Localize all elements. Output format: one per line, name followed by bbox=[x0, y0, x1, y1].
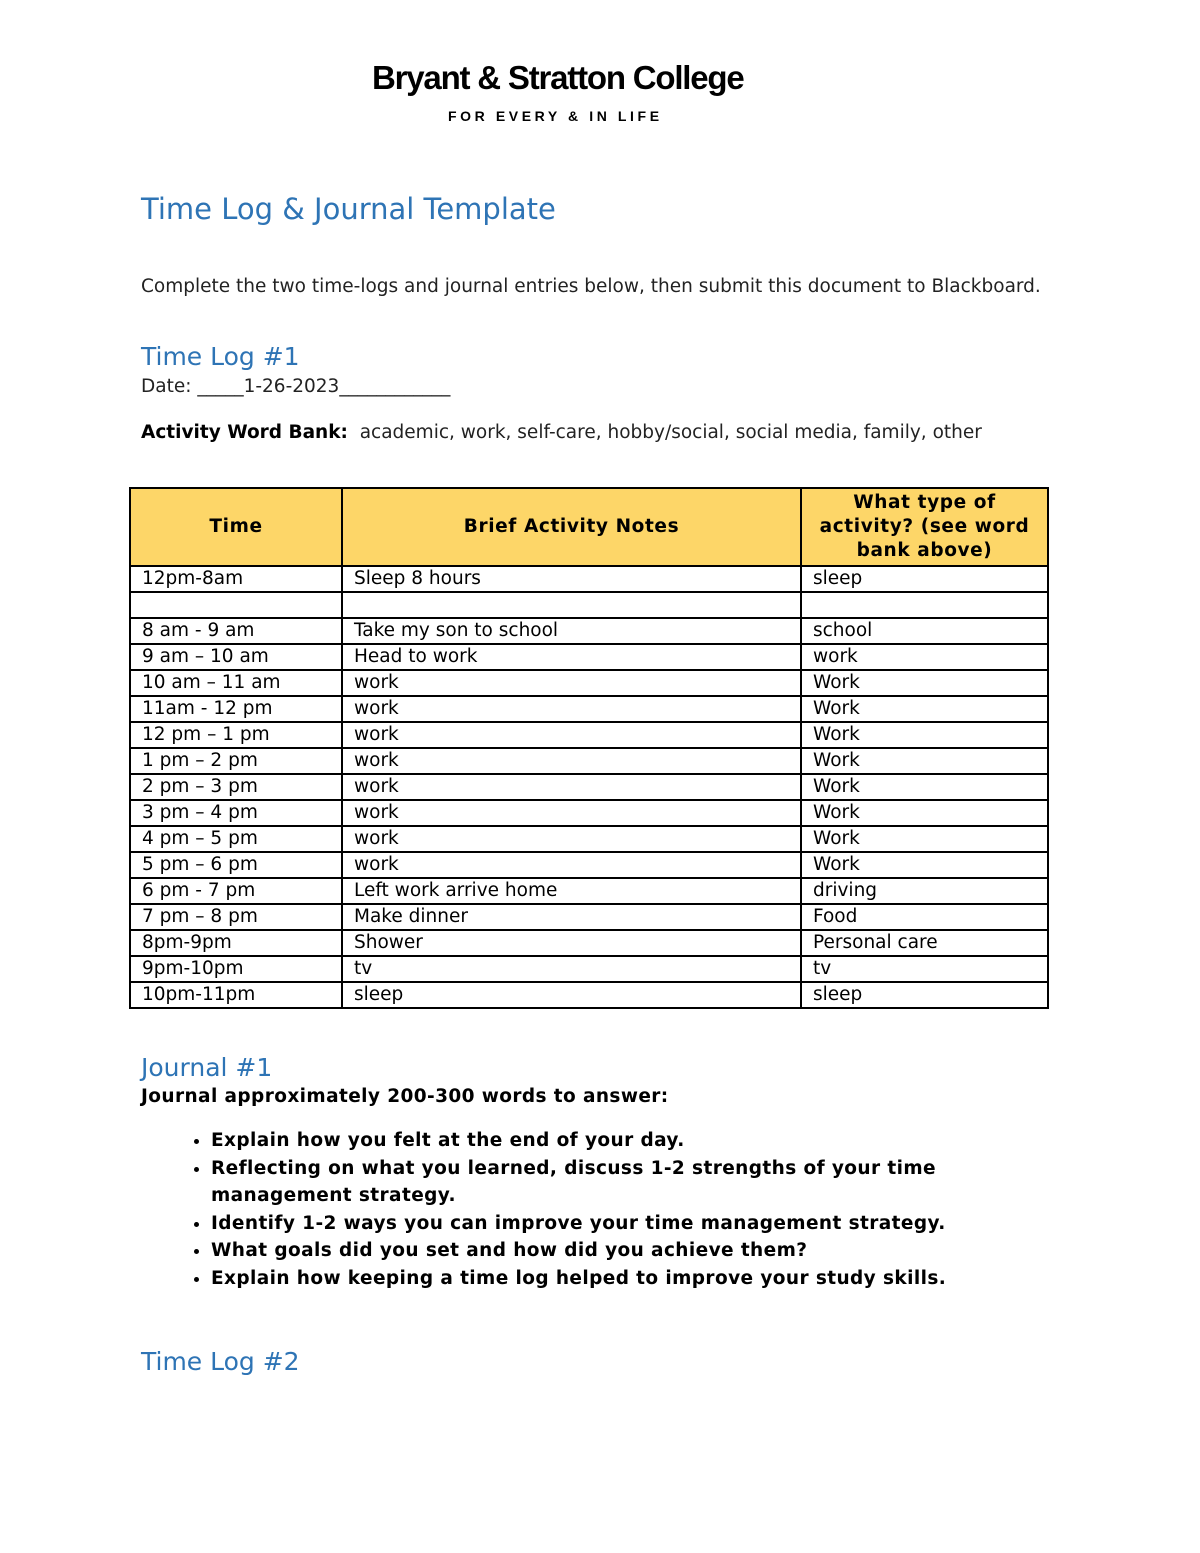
cell-notes: Head to work bbox=[342, 644, 801, 670]
word-bank bbox=[141, 419, 1071, 446]
table-row bbox=[130, 904, 1048, 930]
table-row bbox=[130, 774, 1048, 800]
table-row bbox=[130, 930, 1048, 956]
cell-time: 8pm-9pm bbox=[130, 930, 342, 956]
cell-activity-type: sleep bbox=[801, 566, 1048, 592]
cell-time: 9 am – 10 am bbox=[130, 644, 342, 670]
table-row bbox=[130, 670, 1048, 696]
table-row bbox=[130, 618, 1048, 644]
table-row bbox=[130, 956, 1048, 982]
journal-instructions: Journal approximately 200-300 words to answer: bbox=[141, 1086, 669, 1107]
cell-notes: work bbox=[342, 670, 801, 696]
table-row bbox=[130, 878, 1048, 904]
cell-activity-type: driving bbox=[801, 878, 1048, 904]
table-row bbox=[130, 826, 1048, 852]
cell-activity-type: work bbox=[801, 644, 1048, 670]
cell-activity-type: Work bbox=[801, 696, 1048, 722]
cell-notes: tv bbox=[342, 956, 801, 982]
cell-notes: Shower bbox=[342, 930, 801, 956]
column-header-notes: Brief Activity Notes bbox=[342, 488, 801, 566]
college-logo bbox=[372, 58, 792, 124]
column-header-time: Time bbox=[130, 488, 342, 566]
cell-notes: Make dinner bbox=[342, 904, 801, 930]
column-header-activity-type: What type of activity? (see word bank above) bbox=[801, 488, 1048, 566]
intro-text: Complete the two time-logs and journal entries below, then submit this document to Blackboard. bbox=[141, 276, 1041, 297]
cell-activity-type: school bbox=[801, 618, 1048, 644]
cell-notes: work bbox=[342, 774, 801, 800]
cell-time: 8 am - 9 am bbox=[130, 618, 342, 644]
journal-1-heading: Journal #1 bbox=[141, 1053, 273, 1082]
table-row bbox=[130, 592, 1048, 618]
cell-notes: work bbox=[342, 748, 801, 774]
cell-activity-type: Work bbox=[801, 722, 1048, 748]
table-row bbox=[130, 852, 1048, 878]
cell-notes: work bbox=[342, 696, 801, 722]
cell-activity-type bbox=[801, 592, 1048, 618]
cell-time: 12 pm – 1 pm bbox=[130, 722, 342, 748]
cell-notes: Take my son to school bbox=[342, 618, 801, 644]
cell-activity-type: Work bbox=[801, 774, 1048, 800]
cell-activity-type: Work bbox=[801, 800, 1048, 826]
cell-notes: work bbox=[342, 852, 801, 878]
cell-time: 9pm-10pm bbox=[130, 956, 342, 982]
list-item: • What goals did you set and how did you achieve them? bbox=[211, 1237, 1071, 1265]
table-row bbox=[130, 748, 1048, 774]
cell-activity-type: Work bbox=[801, 826, 1048, 852]
cell-time bbox=[130, 592, 342, 618]
cell-time: 4 pm – 5 pm bbox=[130, 826, 342, 852]
list-item: • Reflecting on what you learned, discuss 1-2 strengths of your time management strategy. bbox=[211, 1155, 1071, 1210]
cell-activity-type: Work bbox=[801, 748, 1048, 774]
table-row bbox=[130, 644, 1048, 670]
table-row bbox=[130, 982, 1048, 1008]
page-title: Time Log & Journal Template bbox=[141, 192, 556, 226]
cell-time: 2 pm – 3 pm bbox=[130, 774, 342, 800]
cell-activity-type: sleep bbox=[801, 982, 1048, 1008]
table-row bbox=[130, 722, 1048, 748]
cell-notes: work bbox=[342, 722, 801, 748]
cell-time: 7 pm – 8 pm bbox=[130, 904, 342, 930]
cell-notes: Left work arrive home bbox=[342, 878, 801, 904]
list-item: • Explain how keeping a time log helped to improve your study skills. bbox=[211, 1265, 1071, 1293]
cell-time: 11am - 12 pm bbox=[130, 696, 342, 722]
cell-time: 10 am – 11 am bbox=[130, 670, 342, 696]
cell-activity-type: tv bbox=[801, 956, 1048, 982]
time-log-2-heading: Time Log #2 bbox=[141, 1347, 300, 1376]
logo-tagline: FOR EVERY & IN LIFE bbox=[448, 108, 663, 124]
cell-activity-type: Food bbox=[801, 904, 1048, 930]
cell-time: 3 pm – 4 pm bbox=[130, 800, 342, 826]
cell-time: 12pm-8am bbox=[130, 566, 342, 592]
time-log-1-heading: Time Log #1 bbox=[141, 342, 300, 371]
cell-activity-type: Work bbox=[801, 852, 1048, 878]
cell-notes: work bbox=[342, 800, 801, 826]
logo-name: Bryant & Stratton College bbox=[372, 59, 744, 96]
date-line: Date: _____1-26-2023____________ bbox=[141, 376, 451, 397]
word-bank-text: academic, work, self-care, hobby/social, social media, family, other bbox=[359, 422, 982, 443]
cell-time: 1 pm – 2 pm bbox=[130, 748, 342, 774]
cell-time: 10pm-11pm bbox=[130, 982, 342, 1008]
cell-activity-type: Personal care bbox=[801, 930, 1048, 956]
word-bank-label: Activity Word Bank: bbox=[141, 422, 348, 443]
time-log-table bbox=[129, 487, 1049, 1009]
table-row bbox=[130, 566, 1048, 592]
cell-activity-type: Work bbox=[801, 670, 1048, 696]
list-item: • Explain how you felt at the end of your day. bbox=[211, 1127, 1071, 1155]
list-item: • Identify 1-2 ways you can improve your time management strategy. bbox=[211, 1210, 1071, 1238]
time-log-body bbox=[130, 566, 1048, 1008]
table-row bbox=[130, 696, 1048, 722]
journal-prompts bbox=[141, 1127, 1071, 1292]
cell-notes: work bbox=[342, 826, 801, 852]
cell-time: 5 pm – 6 pm bbox=[130, 852, 342, 878]
cell-notes bbox=[342, 592, 801, 618]
table-row bbox=[130, 800, 1048, 826]
table-header-row bbox=[130, 488, 1048, 566]
cell-time: 6 pm - 7 pm bbox=[130, 878, 342, 904]
cell-notes: Sleep 8 hours bbox=[342, 566, 801, 592]
cell-notes: sleep bbox=[342, 982, 801, 1008]
